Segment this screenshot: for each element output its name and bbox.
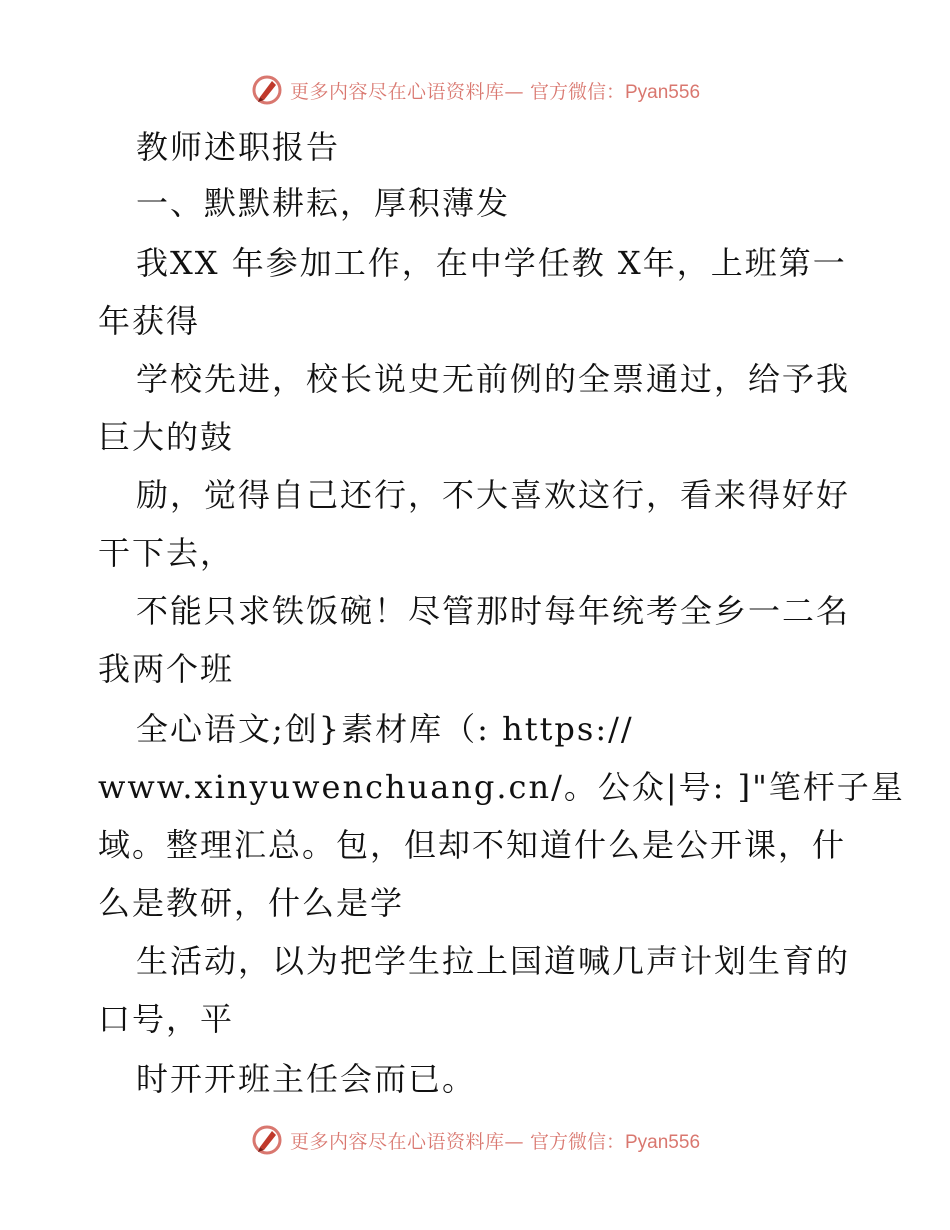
paragraph-line: 全心语文;创}素材库（: https://: [136, 710, 634, 748]
paragraph-line: 口号，平: [98, 1000, 235, 1038]
banner-wechat: 官方微信：Pyan556: [530, 1131, 701, 1153]
paragraph-line: 么是教研，什么是学: [98, 884, 405, 922]
paragraph-line: 我XX 年参加工作，在中学任教 X年，上班第一: [136, 244, 847, 282]
paragraph-line: 域。整理汇总。包，但却不知道什么是公开课，什: [98, 826, 847, 864]
pen-nib-logo-icon: [250, 73, 284, 107]
paragraph-line: 生活动，以为把学生拉上国道喊几声计划生育的: [136, 942, 851, 980]
paragraph-line: 我两个班: [98, 650, 235, 688]
paragraph-line: 干下去，: [98, 534, 235, 572]
banner-wechat: 官方微信：Pyan556: [530, 81, 701, 103]
section-heading: 一、默默耕耘，厚积薄发: [136, 184, 511, 222]
pen-nib-logo-icon: [250, 1123, 284, 1157]
paragraph-line: www.xinyuwenchuang.cn/。公众|号: ]"笔杆子星: [98, 768, 905, 806]
paragraph-line: 不能只求铁饭碗！尽管那时每年统考全乡一二名: [136, 592, 851, 630]
doc-title: 教师述职报告: [136, 128, 341, 166]
banner-text: 更多内容尽在心语资料库—: [289, 80, 524, 103]
header-banner: [0, 70, 950, 110]
paragraph-line: 时开开班主任会而已。: [136, 1060, 477, 1098]
paragraph-line: 年获得: [98, 302, 201, 340]
paragraph-line: 学校先进，校长说史无前例的全票通过，给予我: [136, 360, 851, 398]
paragraph-line: 励，觉得自己还行，不大喜欢这行，看来得好好: [136, 476, 851, 514]
footer-banner: [0, 1120, 950, 1160]
banner-text: 更多内容尽在心语资料库—: [289, 1130, 524, 1153]
paragraph-line: 巨大的鼓: [98, 418, 235, 456]
